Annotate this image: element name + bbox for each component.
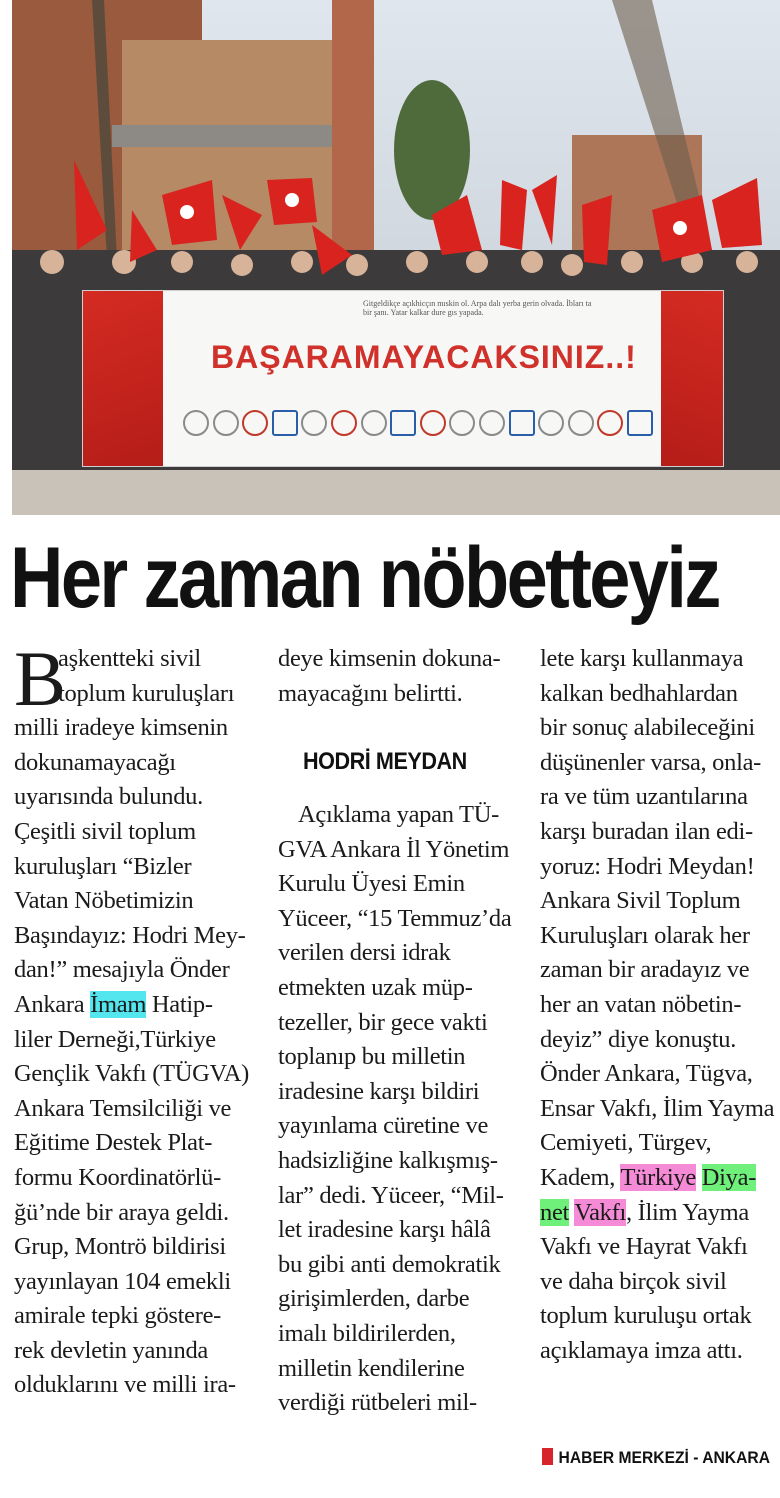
text-line: mayacağını belirtti.	[278, 679, 463, 707]
banner-slogan: BAŞARAMAYACAKSINIZ..!	[211, 339, 637, 375]
text-line: Grup, Montrö bildirisi	[14, 1233, 226, 1261]
logo-icon	[213, 410, 239, 436]
text-line: toplanıp bu milletin	[278, 1043, 466, 1071]
text-line	[14, 988, 259, 1023]
text-line: Yüceer, “15 Temmuz’da	[278, 904, 512, 932]
text-line: uyarısında bulundu.	[14, 783, 203, 811]
text-line: Ankara Temsilciliği ve	[14, 1094, 232, 1122]
text-line: ve daha birçok sivil	[540, 1267, 727, 1295]
text-line: ğü’nde bir araya geldi.	[14, 1198, 229, 1226]
headline: Her zaman nöbetteyiz	[10, 530, 719, 626]
text-line: verdiği rütbeleri mil-	[278, 1389, 477, 1417]
text-line: verilen dersi idrak	[278, 939, 451, 967]
article-column-3	[540, 642, 780, 1368]
text-line: bir sonuç alabileceğini	[540, 714, 755, 742]
text-line: Ankara Sivil Toplum	[540, 887, 741, 915]
text-line	[540, 1196, 780, 1231]
text-line: iradesine karşı bildiri	[278, 1077, 480, 1105]
text-line: milletin kendilerine	[278, 1354, 465, 1382]
text-line: let iradesine karşı hâlâ	[278, 1216, 491, 1244]
logo-icon	[420, 410, 446, 436]
banner-flag-left	[83, 291, 163, 466]
text-line: açıklamaya imza attı.	[540, 1336, 743, 1364]
text-line: toplum kuruluşu ortak	[540, 1302, 752, 1330]
text-line: GVA Ankara İl Yönetim	[278, 835, 510, 863]
logo-icon	[449, 410, 475, 436]
red-square-icon	[542, 1448, 553, 1465]
banner-flag-right	[661, 291, 723, 466]
text-line: Ensar Vakfı, İlim Yayma	[540, 1094, 775, 1122]
text-line: dokunamayacağı	[14, 748, 176, 776]
text-line: her an vatan nöbetin-	[540, 990, 742, 1018]
text-line: Açıklama yapan TÜ-	[298, 801, 499, 828]
highlight-imam: İmam	[90, 990, 147, 1018]
protest-photo	[12, 0, 780, 515]
text-line: yoruz: Hodri Meydan!	[540, 852, 755, 880]
text-line: amirale tepki göstere-	[14, 1302, 221, 1330]
text-line: hadsizliğine kalkışmış-	[278, 1146, 498, 1174]
text-line: Çeşitli sivil toplum	[14, 817, 196, 845]
logo-icon	[627, 410, 653, 436]
text-line: yayınlayan 104 emekli	[14, 1267, 231, 1295]
article-column-2-top	[278, 642, 523, 711]
text-line: Kuruluşları olarak her	[540, 921, 750, 949]
logo-icon	[272, 410, 298, 436]
text-line: etmekten uzak müp-	[278, 973, 473, 1001]
text-line: lar” dedi. Yüceer, “Mil-	[278, 1181, 504, 1209]
text-line: olduklarını ve milli ira-	[14, 1371, 236, 1399]
text-line: Vatan Nöbetimizin	[14, 887, 194, 915]
logo-icon	[331, 410, 357, 436]
logo-icon	[597, 410, 623, 436]
mosque-porch	[112, 125, 362, 147]
text-line: toplum kuruluşları	[58, 679, 235, 707]
byline	[542, 1448, 770, 1468]
text-line: yayınlama cüretine ve	[278, 1112, 489, 1140]
text-line: zaman bir aradayız ve	[540, 956, 750, 984]
text-line: Gençlik Vakfı (TÜGVA)	[14, 1060, 250, 1088]
text-line: ra ve tüm uzantılarına	[540, 783, 748, 811]
logo-icon	[509, 410, 535, 436]
logo-icon	[568, 410, 594, 436]
subhead: HODRİ MEYDAN	[303, 748, 467, 775]
text-line: dan!” mesajıyla Önder	[14, 956, 230, 984]
logo-icon	[183, 410, 209, 436]
sponsor-logos	[183, 409, 653, 437]
text-line: kalkan bedhahlardan	[540, 679, 738, 707]
tree-foliage	[394, 80, 470, 220]
text-line: rek devletin yanında	[14, 1336, 209, 1364]
text-line: Vakfı ve Hayrat Vakfı	[540, 1233, 748, 1261]
logo-icon	[361, 410, 387, 436]
text-line: formu Koordinatörlü-	[14, 1163, 221, 1191]
ground	[12, 470, 780, 515]
byline-text: HABER MERKEZİ - ANKARA	[558, 1448, 770, 1467]
logo-icon	[390, 410, 416, 436]
protest-banner	[82, 290, 724, 467]
text-line: Eğitime Destek Plat-	[14, 1129, 213, 1157]
text-line	[540, 1161, 780, 1196]
logo-icon	[301, 410, 327, 436]
text-line: karşı buradan ilan edi-	[540, 817, 753, 845]
highlight-diyanet: Diya-	[701, 1163, 757, 1191]
text-line: girişimlerden, darbe	[278, 1285, 470, 1313]
article-column-1	[14, 635, 259, 1403]
highlight-turkiye: Türkiye	[620, 1163, 696, 1191]
text-line: lete karşı kullanmaya	[540, 645, 744, 672]
text-line: kuruluşları “Bizler	[14, 852, 192, 880]
text-fragment	[696, 1164, 702, 1191]
text-line: bu gibi anti demokratik	[278, 1250, 501, 1278]
text-line: Kurulu Üyesi Emin	[278, 870, 465, 898]
text-line: Cemiyeti, Türgev,	[540, 1129, 712, 1157]
highlight-diyanet-cont: net	[540, 1198, 570, 1226]
text-fragment: Kadem,	[540, 1163, 621, 1191]
text-line: deye kimsenin dokuna-	[278, 645, 501, 672]
text-line: düşünenler varsa, onla-	[540, 748, 762, 776]
banner-small-text: Gitgeldikçe açıkhicçın mıskin ol. Arpa dalı yerba gerin olvada. İbları ta bir şanı. Yatar kalkar dure gıs yapada.	[363, 299, 592, 317]
minaret	[332, 0, 374, 260]
logo-icon	[242, 410, 268, 436]
text-fragment: Ankara	[14, 990, 91, 1018]
text-line: imalı bildirilerden,	[278, 1319, 456, 1347]
text-line: tezeller, bir gece vakti	[278, 1008, 488, 1036]
text-line: milli iradeye kimsenin	[14, 714, 228, 742]
drop-cap: B	[14, 635, 67, 722]
text-line: Başındayız: Hodri Mey-	[14, 921, 246, 949]
text-line: aşkentteki sivil	[58, 645, 201, 672]
text-line: deyiz” diye konuştu.	[540, 1025, 737, 1053]
article-column-2	[278, 798, 523, 1421]
text-line: liler Derneği,Türkiye	[14, 1025, 216, 1053]
text-fragment: , İlim Yayma	[626, 1198, 749, 1226]
highlight-vakfi: Vakfı	[574, 1198, 626, 1226]
logo-icon	[538, 410, 564, 436]
text-line: Önder Ankara, Tügva,	[540, 1060, 753, 1088]
logo-icon	[479, 410, 505, 436]
text-fragment: Hatip-	[146, 990, 213, 1018]
